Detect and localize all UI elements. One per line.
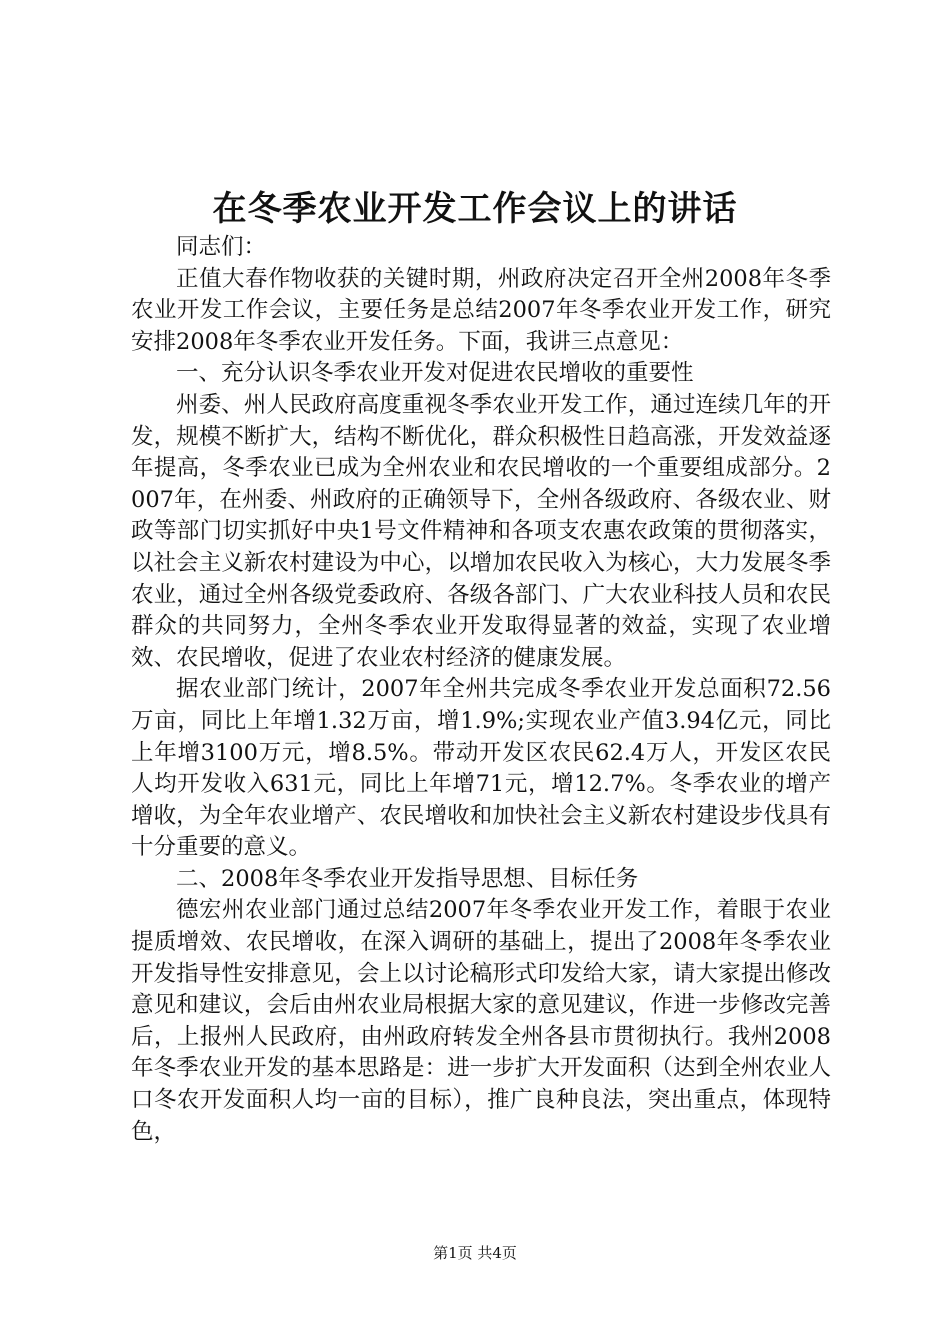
paragraph-statistics: 据农业部门统计，2007年全州共完成冬季农业开发总面积72.56万亩，同比上年增1.32万亩，增1.9%;实现农业产值3.94亿元，同比上年增3100万元，增8.5%。带动开发区农民62.4万人，开发区农民人均开发收入631元，同比上年增71元，增12.7%。冬季农业的增产增收，为全年农业增产、农民增收和加快社会主义新农村建设步伐具有十分重要的意义。 [131, 676, 831, 861]
document-title: 在冬季农业开发工作会议上的讲话 [212, 189, 738, 229]
paragraph-intro: 正值大春作物收获的关键时期，州政府决定召开全州2008年冬季农业开发工作会议，主要任务是总结2007年冬季农业开发工作，研究安排2008年冬季农业开发任务。下面，我讲三点意见： [131, 265, 831, 355]
paragraph-section2-body: 德宏州农业部门通过总结2007年冬季农业开发工作，着眼于农业提质增效、农民增收，在深入调研的基础上，提出了2008年冬季农业开发指导性安排意见，会上以讨论稿形式印发给大家，请大家提出修改意见和建议，会后由州农业局根据大家的意见建议，作进一步修改完善后，上报州人民政府，由州政府转发全州各县市贯彻执行。我州2008年冬季农业开发的基本思路是：进一步扩大开发面积（达到全州农业人口冬农开发面积人均一亩的目标），推广良种良法，突出重点，体现特色， [131, 897, 831, 1145]
paragraph-greeting: 同志们： [176, 234, 267, 260]
paragraph-section1-body: 州委、州人民政府高度重视冬季农业开发工作，通过连续几年的开发，规模不断扩大，结构不断优化，群众积极性日趋高涨，开发效益逐年提高，冬季农业已成为全州农业和农民增收的一个重要组成部分。2007年，在州委、州政府的正确领导下，全州各级政府、各级农业、财政等部门切实抓好中央1号文件精神和各项支农惠农政策的贯彻落实，以社会主义新农村建设为中心，以增加农民收入为核心，大力发展冬季农业，通过全州各级党委政府、各级各部门、广大农业科技人员和农民群众的共同努力，全州冬季农业开发取得显著的效益，实现了农业增效、农民增收，促进了农业农村经济的健康发展。 [131, 391, 831, 671]
section-heading-2: 二、2008年冬季农业开发指导思想、目标任务 [176, 865, 639, 892]
section-heading-1: 一、充分认识冬季农业开发对促进农民增收的重要性 [176, 360, 694, 387]
document-body [131, 232, 831, 1148]
page-number-footer: 第1页 共4页 [433, 1244, 517, 1262]
